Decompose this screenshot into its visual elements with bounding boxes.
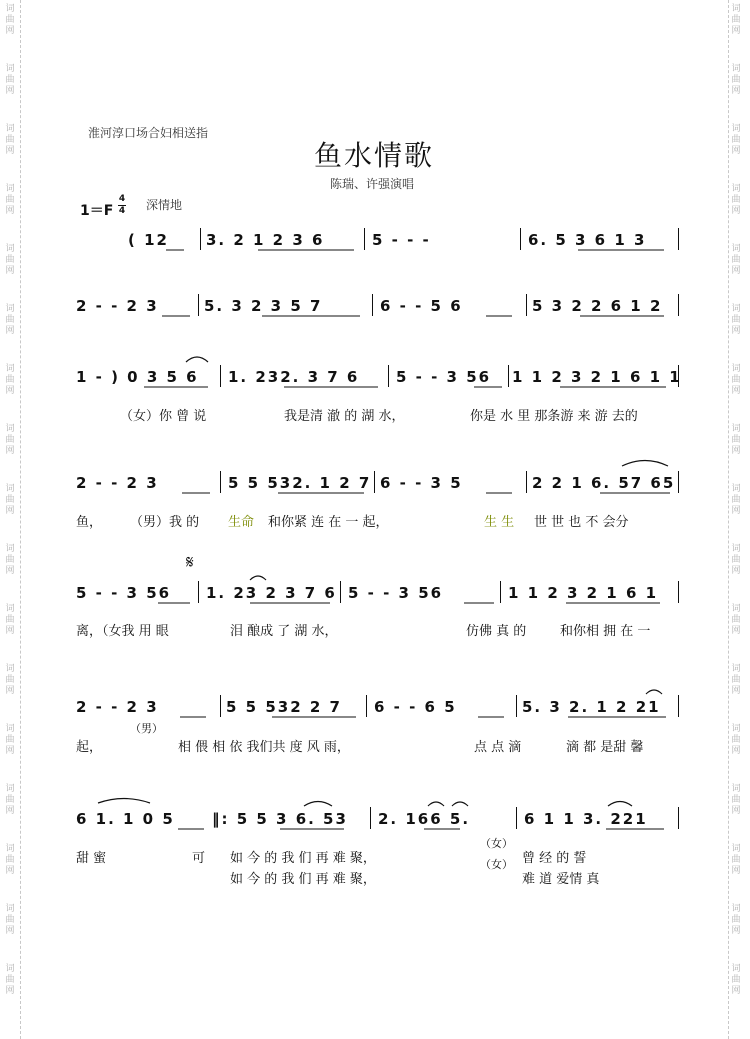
time-denominator: 4	[118, 206, 126, 216]
slur	[452, 802, 468, 806]
row2-measure3: 6 - - 5 6	[380, 297, 463, 315]
slur	[250, 576, 266, 580]
watermark-glyphs: 词 曲 网	[5, 844, 15, 876]
watermark-glyphs: 词 曲 网	[731, 364, 741, 396]
slur	[428, 802, 444, 806]
watermark-glyphs: 词 曲 网	[731, 664, 741, 696]
watermark-glyphs: 词 曲 网	[5, 424, 15, 456]
row3-lyric3: 你是 水 里 那条游 来 游 去的	[470, 409, 638, 424]
row4-measure4: 2 2 1 6. 57 65	[532, 474, 676, 492]
watermark-glyphs: 词 曲 网	[5, 364, 15, 396]
row3-lyric1: （女）你 曾 说	[120, 409, 207, 424]
watermark-glyphs: 词 曲 网	[731, 124, 741, 156]
row6-measure1: 2 - - 2 3	[76, 698, 159, 716]
row6-lyric3: 相 偎 相 依 我们共 度 风 雨，	[178, 740, 350, 755]
row1-measure4: 6. 5 3 6 1 3	[528, 231, 647, 249]
watermark-glyphs: 词 曲 网	[731, 64, 741, 96]
row6-lyric5: 滴 都 是甜 馨	[566, 740, 644, 755]
row5-lyric1: 离，（女我 用 眼	[76, 624, 169, 639]
row4-measure3: 6 - - 3 5	[380, 474, 463, 492]
time-numerator: 4	[118, 194, 126, 204]
row7-lyric3: 如 今 的 我 们 再 难 聚，	[230, 851, 376, 866]
row1-measure3: 5 - - -	[372, 231, 431, 249]
watermark-glyphs: 词 曲 网	[5, 604, 15, 636]
slur	[608, 802, 632, 807]
slur	[304, 802, 332, 807]
row7-lyric2-line2: （女）	[480, 858, 513, 871]
watermark-glyphs: 词 曲 网	[5, 664, 15, 696]
watermark-glyphs: 词 曲 网	[5, 304, 15, 336]
watermark-glyphs: 词 曲 网	[5, 484, 15, 516]
segno-mark: 𝄋	[186, 552, 194, 573]
row4-lyric5: 生 生	[484, 515, 515, 530]
slur	[98, 799, 150, 804]
watermark-glyphs: 词 曲 网	[5, 124, 15, 156]
row7-lyric2: 可	[192, 851, 206, 866]
row2-measure1: 2 - - 2 3	[76, 297, 159, 315]
source-note: 淮河淳口场合妇相送指	[88, 126, 209, 140]
watermark-glyphs: 词 曲 网	[731, 4, 741, 36]
row6-measure2: 5 5 532 2 7	[226, 698, 342, 716]
tempo-marking: 深情地	[146, 198, 183, 212]
row4-measure2: 5 5 532. 1 2 7	[228, 474, 372, 492]
row6-lyric1: 起，	[76, 740, 103, 755]
watermark-glyphs: 词 曲 网	[5, 724, 15, 756]
row6-lyric4: 点 点 滴	[474, 740, 522, 755]
watermark-glyphs: 词 曲 网	[5, 64, 15, 96]
row5-measure2: 1. 23 2 3 7 6	[206, 584, 337, 602]
slur	[646, 690, 662, 694]
row5-lyric2: 泪 酿成 了 湖 水，	[230, 624, 338, 639]
row7-lyric1: 甜 蜜	[76, 851, 107, 866]
watermark-glyphs: 词 曲 网	[5, 4, 15, 36]
watermark-glyphs: 词 曲 网	[5, 904, 15, 936]
watermark-glyphs: 词 曲 网	[731, 484, 741, 516]
row6-lyric2: （男）	[130, 722, 163, 735]
watermark-glyphs: 词 曲 网	[5, 544, 15, 576]
row3-measure2: 1. 232. 3 7 6	[228, 368, 360, 386]
row7-measure2: ‖: 5 5 3 6. 53	[212, 810, 348, 828]
watermark-glyphs: 词 曲 网	[5, 964, 15, 996]
watermark-glyphs: 词 曲 网	[731, 244, 741, 276]
watermark-glyphs: 词 曲 网	[731, 604, 741, 636]
watermark-glyphs: 词 曲 网	[731, 904, 741, 936]
song-title: 鱼水情歌	[314, 139, 435, 172]
watermark-glyphs: 词 曲 网	[5, 784, 15, 816]
slur	[622, 461, 668, 467]
row6-measure4: 5. 3 2. 1 2 21	[522, 698, 661, 716]
row6-measure3: 6 - - 6 5	[374, 698, 457, 716]
row5-lyric3: 仿佛 真 的	[466, 624, 527, 639]
row4-lyric2: （男）我 的	[130, 515, 200, 530]
watermark-glyphs: 词 曲 网	[731, 724, 741, 756]
slur	[186, 357, 208, 362]
row5-measure1: 5 - - 3 56	[76, 584, 172, 602]
row7-lyric5: 曾 经 的 誓	[522, 851, 587, 866]
row4-measure1: 2 - - 2 3	[76, 474, 159, 492]
row7-measure3: 2. 166 5.	[378, 810, 471, 828]
row5-measure4: 1 1 2 3 2 1 6 1	[508, 584, 659, 602]
watermark-glyphs: 词 曲 网	[731, 844, 741, 876]
row7-lyric2-line1: 如 今 的 我 们 再 难 聚，	[230, 872, 376, 887]
performers: 陈瑞、许强演唱	[330, 177, 415, 191]
row4-lyric6: 世 世 也 不 会分	[534, 515, 629, 530]
row1-measure2: 3. 2 1 2 3 6	[206, 231, 325, 249]
row3-measure3: 5 - - 3 56	[396, 368, 492, 386]
watermark-glyphs: 词 曲 网	[5, 244, 15, 276]
watermark-glyphs: 词 曲 网	[731, 784, 741, 816]
row1-measure1: ( 12	[128, 231, 169, 249]
row7-measure4: 6 1 1 3. 221	[524, 810, 648, 828]
row2-measure4: 5 3 2 2 6 1 2	[532, 297, 663, 315]
watermark-glyphs: 词 曲 网	[5, 184, 15, 216]
row7-measure1: 6 1. 1 0 5	[76, 810, 175, 828]
watermark-glyphs: 词 曲 网	[731, 304, 741, 336]
row7-lyric4: （女）	[480, 837, 513, 850]
watermark-glyphs: 词 曲 网	[731, 544, 741, 576]
watermark-glyphs: 词 曲 网	[731, 964, 741, 996]
row4-lyric3: 生命	[228, 515, 255, 530]
row7-lyric2-line3: 难 道 爱情 真	[522, 872, 600, 887]
row5-lyric4: 和你相 拥 在 一	[560, 624, 651, 639]
key-signature: 1＝F	[80, 203, 114, 219]
row3-lyric2: 我是清 澈 的 湖 水，	[284, 409, 405, 424]
row3-measure1: 1 - ) 0 3 5 6	[76, 368, 199, 386]
watermark-glyphs: 词 曲 网	[731, 424, 741, 456]
row4-lyric4: 和你紧 连 在 一 起，	[268, 515, 389, 530]
row5-measure3: 5 - - 3 56	[348, 584, 444, 602]
row4-lyric1: 鱼，	[76, 515, 103, 530]
row3-measure4: 1 1 2 3 2 1 6 1 1	[512, 368, 682, 386]
row2-measure2: 5. 3 2 3 5 7	[204, 297, 323, 315]
watermark-glyphs: 词 曲 网	[731, 184, 741, 216]
